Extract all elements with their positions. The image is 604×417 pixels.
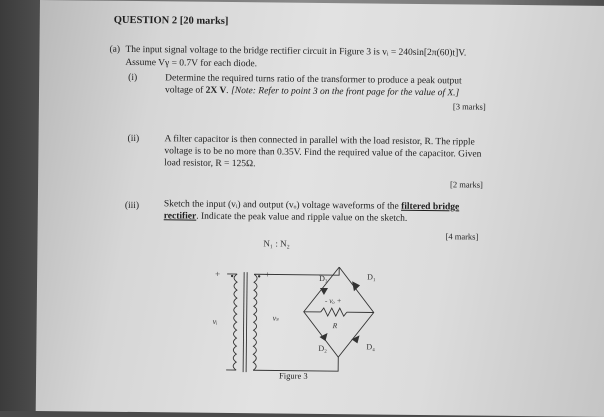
- diode-d3: [320, 288, 328, 295]
- plus-primary: +: [215, 269, 220, 279]
- sub-i-marks: [3 marks]: [453, 101, 486, 112]
- dot-secondary: [258, 275, 260, 277]
- vo-label: - vₒ +: [325, 296, 342, 305]
- figure-caption: Figure 3: [279, 371, 308, 382]
- d4-label: D₄: [366, 342, 375, 351]
- plus-secondary: +: [265, 269, 270, 279]
- part-a-line2: Assume Vγ = 0.7V for each diode.: [125, 58, 257, 70]
- turns-ratio-label: N₁ : N₂: [263, 238, 289, 248]
- figure-3-circuit: [206, 236, 438, 388]
- sub-i-label: (i): [128, 73, 137, 84]
- sub-iii-label: (iii): [125, 201, 139, 212]
- vi-label: vᵢ: [213, 317, 218, 326]
- question-heading: QUESTION 2 [20 marks]: [114, 15, 229, 27]
- dot-primary: [231, 275, 233, 277]
- sub-i-line2: voltage of 2X V. [Note: Refer to point 3 on the front page for the value of X.]: [165, 85, 459, 99]
- sub-ii-line3: load resistor, R = 125Ω.: [164, 158, 255, 170]
- sub-iii-line1: Sketch the input (vᵢ) and output (vₒ) voltage waveforms of the filtered bridge: [164, 199, 459, 213]
- d1-label: D₁: [367, 272, 376, 281]
- d2-label: D₂: [318, 344, 327, 353]
- r-label: R: [332, 321, 338, 330]
- transformer-core: [243, 272, 244, 372]
- primary-coil: [233, 274, 237, 370]
- vs-label: vₛ: [273, 313, 280, 322]
- sub-iii-marks: [4 marks]: [445, 231, 478, 242]
- sub-ii-marks: [2 marks]: [450, 179, 483, 190]
- diode-d4: [351, 335, 359, 343]
- sub-ii-line1: A filter capacitor is then connected in parallel with the load resistor, R. The ripple: [164, 134, 474, 148]
- part-a-label: (a): [109, 45, 120, 56]
- exam-paper: [36, 0, 604, 417]
- part-a-line1: The input signal voltage to the bridge rectifier circuit in Figure 3 is vᵢ = 240sin[2π(60)t]V.: [125, 45, 466, 60]
- sub-iii-line2: rectifier. Indicate the peak value and ripple value on the sketch.: [164, 211, 408, 225]
- load-resistor: [321, 308, 347, 316]
- d3-label: D₃: [319, 274, 328, 283]
- sub-ii-line2: voltage is to be no more than 0.35V. Find the required value of the capacitor. Given: [164, 146, 481, 160]
- sub-i-line1: Determine the required turns ratio of the transformer to produce a peak output: [165, 73, 462, 87]
- sub-ii-label: (ii): [127, 134, 139, 145]
- secondary-coil: [253, 274, 257, 370]
